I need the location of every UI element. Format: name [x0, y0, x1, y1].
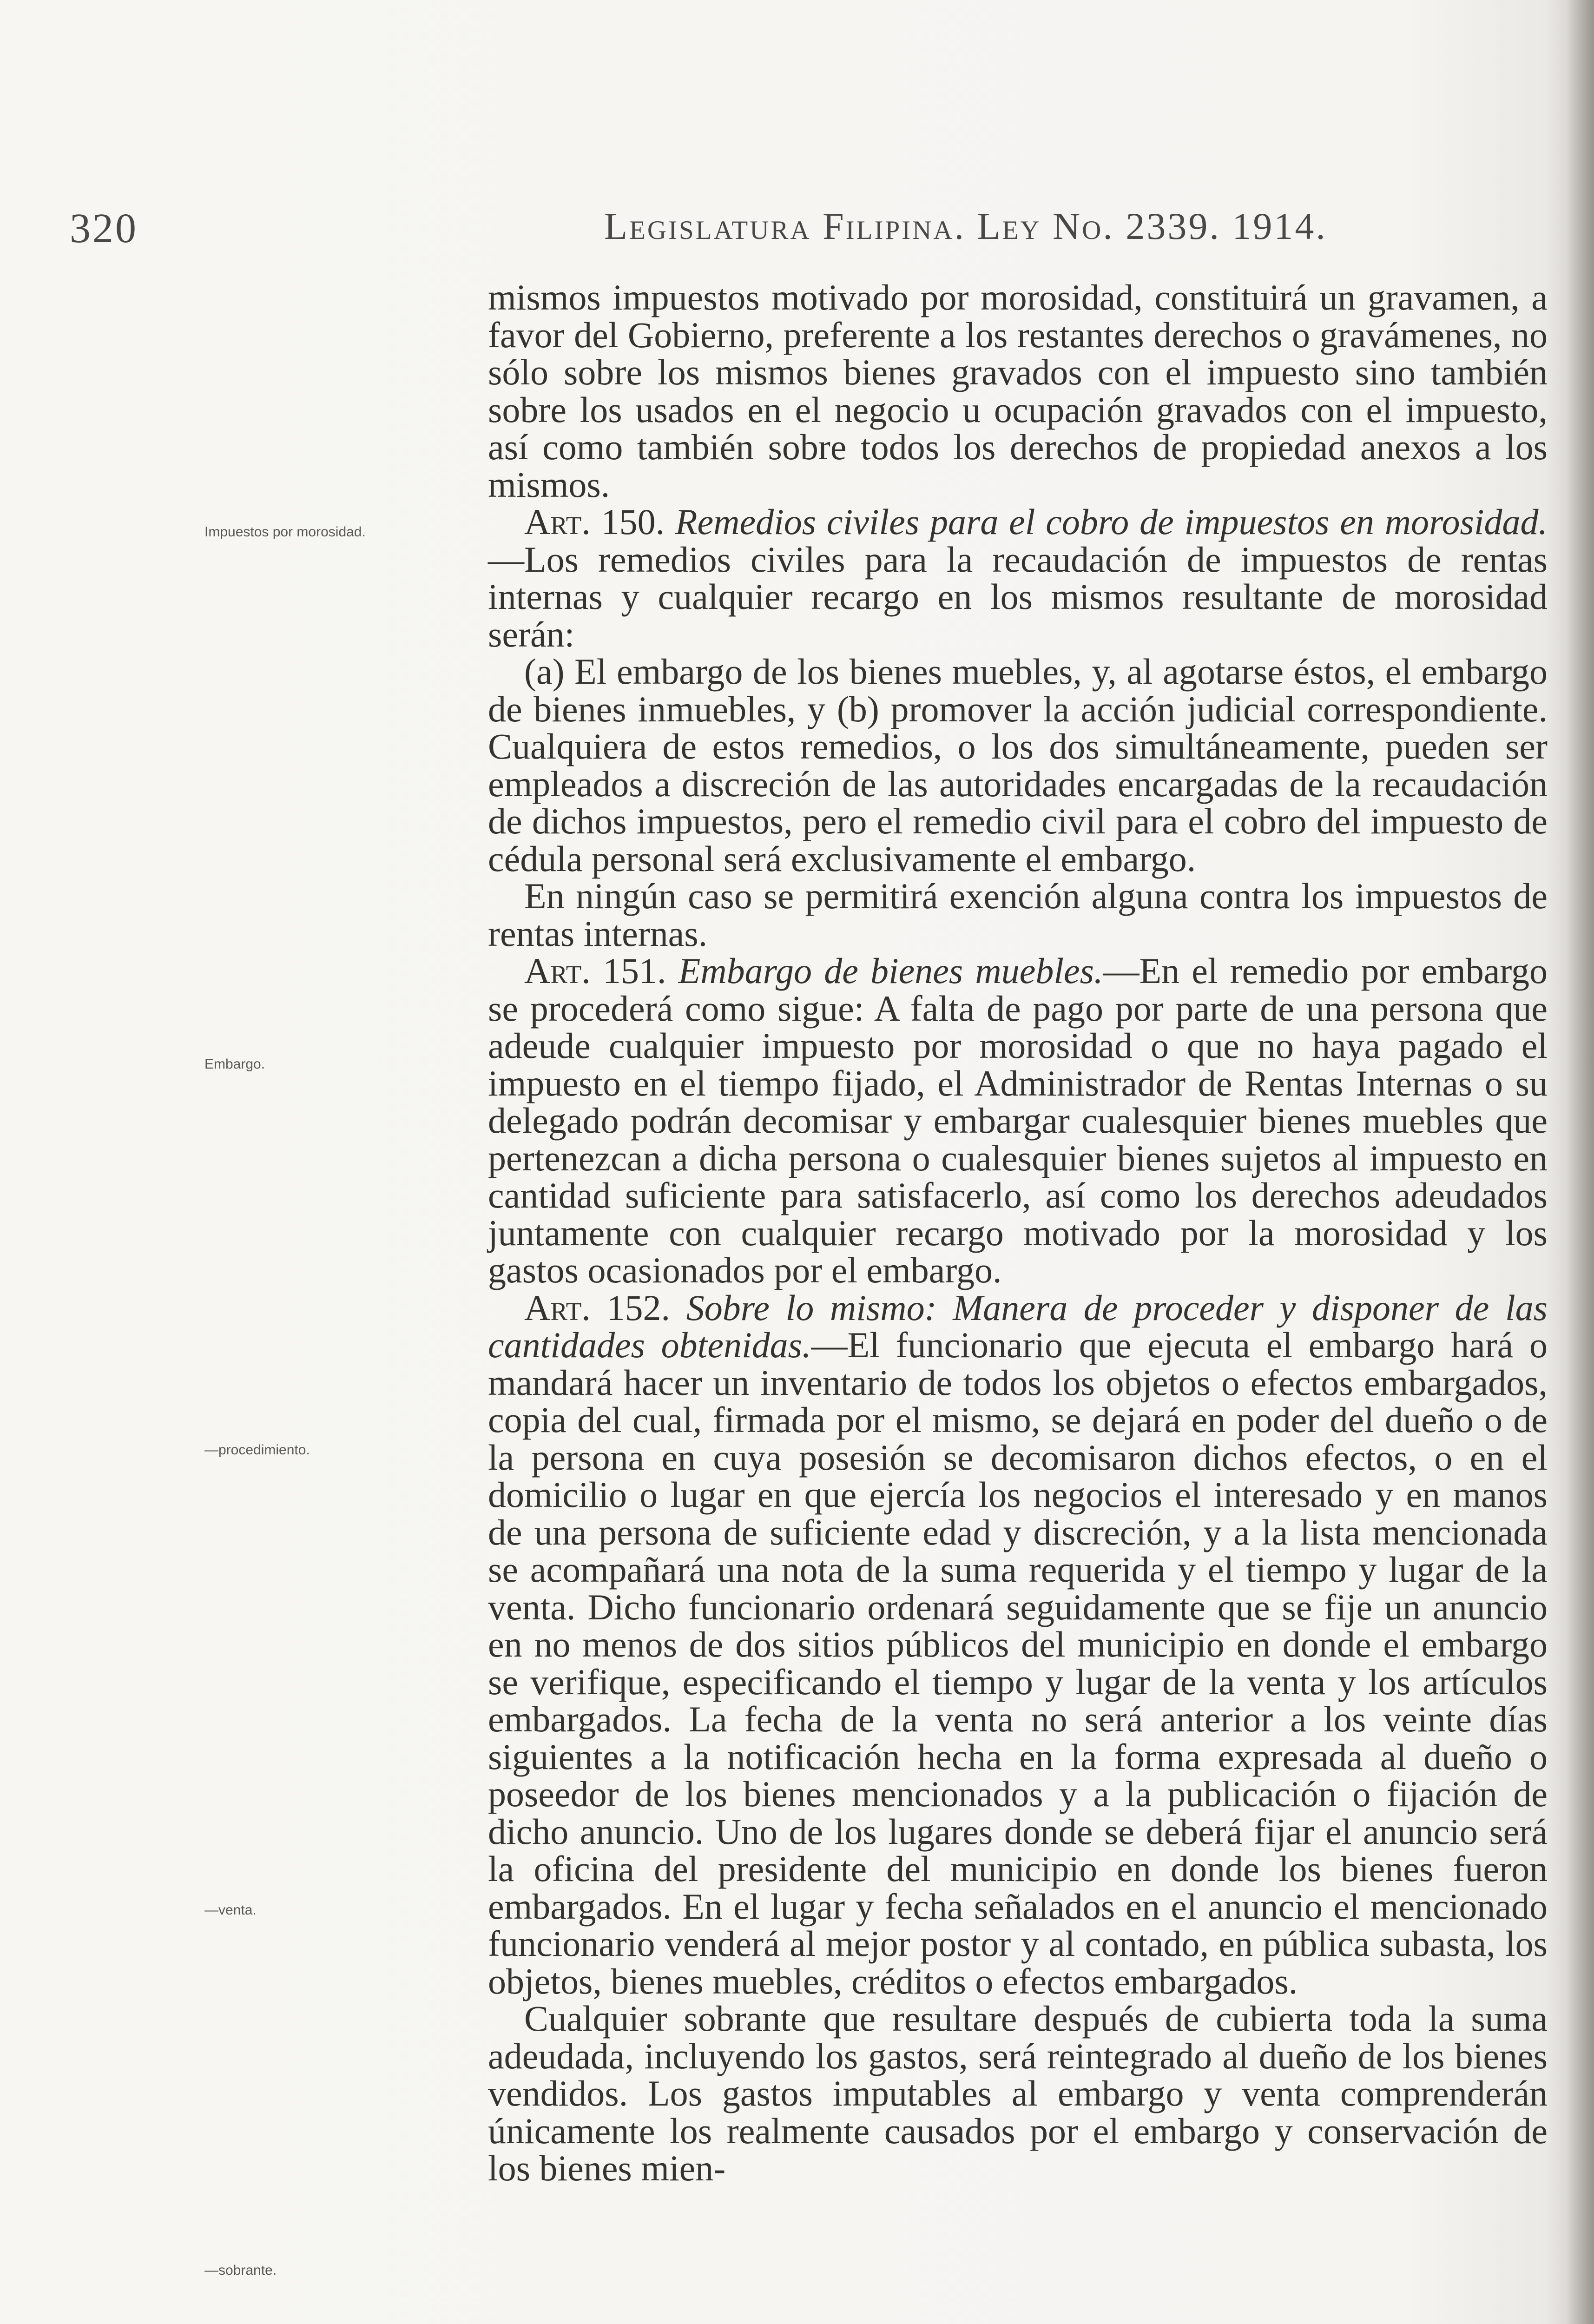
article-152-number: Art. 152.	[524, 1287, 671, 1328]
page-header	[70, 205, 1534, 260]
margin-note-embargo: Embargo.	[204, 1056, 265, 1072]
body-text	[488, 279, 1548, 2187]
article-152	[488, 1289, 1548, 2000]
article-150-title: Remedios civiles para el cobro de impuestos en morosidad.	[675, 502, 1548, 542]
article-151-title: Embargo de bienes muebles.	[678, 951, 1103, 991]
article-151-text: —En el remedio por embargo se procederá como sigue: A falta de pago por parte de una persona que adeude cualquier impuesto por morosidad o que no haya pagado el impuesto en el tiempo fijado, el Administrador de Rentas Internas o su delegado podrán decomisar y embargar cualesquier bienes muebles que pertenezcan a dicha persona o cualesquier bienes sujetos al impuesto en cantidad suficiente para satisfacerlo, así como los derechos adeudados juntamente con cualquier recargo motivado por la morosidad y los gastos ocasionados por el embargo.	[488, 951, 1548, 1290]
binding-shadow	[1566, 0, 1594, 2324]
margin-note-impuestos: Impuestos por morosidad.	[204, 524, 366, 540]
article-150-number: Art. 150.	[524, 502, 665, 542]
article-151-number: Art. 151.	[524, 951, 666, 991]
page-number: 320	[70, 205, 138, 251]
paragraph-gravamen: mismos impuestos motivado por morosidad, constituirá un gravamen, a favor del Gobierno, preferente a los restantes derechos o gravámenes, no sólo sobre los mismos bienes gravados con el impuesto sino también sobre los usados en el negocio u ocupación gravados con el impuesto, así como también sobre todos los derechos de propiedad anexos a los mismos.	[488, 277, 1548, 505]
margin-note-venta: —venta.	[204, 1902, 257, 1918]
running-head: Legislatura Filipina. Ley No. 2339. 1914.	[604, 205, 1327, 247]
article-150	[488, 503, 1548, 653]
margin-note-procedimiento: —procedimiento.	[204, 1442, 310, 1458]
paragraph-exencion: En ningún caso se permitirá exención alguna contra los impuestos de rentas internas.	[488, 876, 1548, 954]
article-150-text: —Los remedios civiles para la recaudación de impuestos de rentas internas y cualquier recargo en los mismos resultante de morosidad serán:	[488, 539, 1548, 654]
article-152-title: Sobre lo mismo: Manera de proceder y disponer de las cantidades obtenidas.	[488, 1287, 1548, 1365]
article-151	[488, 952, 1548, 1289]
paragraph-a: (a) El embargo de los bienes muebles, y, al agotarse éstos, el embargo de bienes inmuebles, y (b) promover la acción judicial correspondiente. Cualquiera de estos remedios, o los dos simultáneamente, pueden ser empleados a discreción de las autoridades encargadas de la recaudación de dichos impuestos, pero el remedio civil para el cobro del impuesto de cédula personal será exclusivamente el embargo.	[488, 651, 1548, 879]
article-152-text: —El funcionario que ejecuta el embargo hará o mandará hacer un inventario de todos los objetos o efectos embargados, copia del cual, firmada por el mismo, se dejará en poder del dueño o de la persona en cuya posesión se decomisaron dichos efectos, o en el domicilio o lugar en que ejercía los negocios el interesado y en manos de una persona de suficiente edad y discreción, y a la lista mencionada se acompañará una nota de la suma requerida y el tiempo y lugar de la venta. Dicho funcionario ordenará seguidamente que se fije un anuncio en no menos de dos sitios públicos del municipio en donde el embargo se verifique, especificando el tiempo y lugar de la venta y los artículos embargados. La fecha de la venta no será anterior a los veinte días siguientes a la notificación hecha en la forma expresada al dueño o poseedor de los bienes mencionados y a la publicación o fijación de dicho anuncio. Uno de los lugares donde se deberá fijar el anuncio será la oficina del presidente del municipio en donde los bienes fueron embargados. En el lugar y fecha señalados en el anuncio el mencionado funcionario venderá al mejor postor y al contado, en pública subasta, los objetos, bienes muebles, créditos o efectos embargados.	[488, 1325, 1548, 2001]
margin-note-sobrante: —sobrante.	[204, 2263, 277, 2278]
paragraph-sobrante: Cualquier sobrante que resultare después de cubierta toda la suma adeudada, incluyendo los gastos, será reintegrado al dueño de los bienes vendidos. Los gastos imputables al embargo y venta comprenderán únicamente los realmente causados por el embargo y conservación de los bienes mien-	[488, 1998, 1548, 2188]
